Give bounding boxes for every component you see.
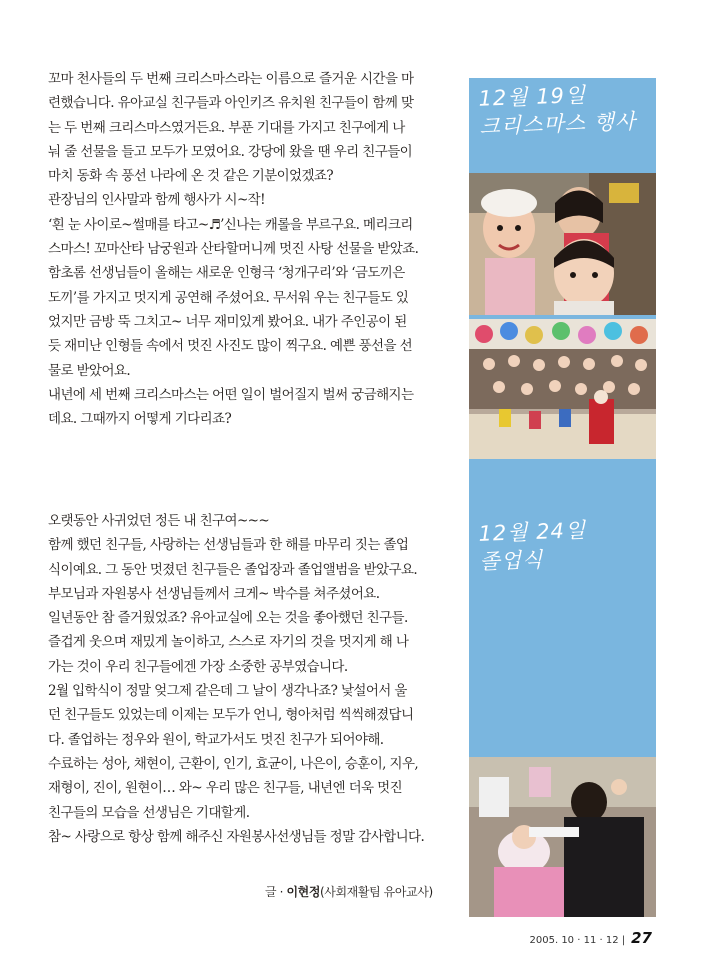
article-line: 참~ 사랑으로 항상 함께 해주신 자원봉사선생님들 정말 감사합니다. [48,828,425,845]
article-line: 부모님과 자원봉사 선생님들께서 크게~ 박수를 쳐주셨어요. [48,585,380,602]
photo-graduation [469,757,656,917]
event-date-graduation: 12월 24일 [478,518,587,546]
article-line: 오랫동안 사귀었던 정든 내 친구여~~~ [48,513,270,529]
article-line: 듯 재미난 인형들 속에서 멋진 사진도 많이 찍구요. 예쁜 풍선을 선 [48,338,413,355]
page-footer [530,929,652,947]
event-date-christmas: 12월 19일 [478,82,587,111]
issue-date: 2005. 10 · 11 · 12 | [529,935,626,946]
article-line: 련했습니다. 유아교실 친구들과 아인키즈 유치원 친구들이 함께 맞 [48,95,414,112]
article-line: 던 친구들도 있었는데 이제는 모두가 언니, 형아처럼 씩씩해졌답니 [48,707,414,724]
article-line: 는 두 번째 크리스마스였거든요. 부푼 기대를 가지고 친구에게 나 [48,119,405,136]
article-section-graduation [48,509,448,849]
article-line: 마치 동화 속 풍선 나라에 온 것 같은 기분이었겠죠? [48,168,333,185]
page-number: 27 [631,929,652,947]
photo-christmas-group [469,319,656,459]
article-line: 데요. 그때까지 어떻게 기다리죠? [48,411,232,428]
credit-line [265,883,433,900]
article-line: 일년동안 참 즐거웠었죠? 유아교실에 오는 것을 좋아했던 친구들. [48,610,408,627]
article-line: 내년에 세 번째 크리스마스는 어떤 일이 벌어질지 벌써 궁금해지는 [48,386,414,403]
article-line: 눠 줄 선물을 들고 모두가 모였어요. 강당에 왔을 땐 우리 친구들이 [48,143,413,160]
article-line: 관장님의 인사말과 함께 행사가 시~작! [48,192,265,209]
event-title-christmas [478,79,637,140]
credit-author: 이현정 [286,885,321,899]
article-section-christmas [48,67,448,431]
article-line: 꼬마 천사들의 두 번째 크리스마스라는 이름으로 즐거운 시간을 마 [48,71,414,87]
article-line: 친구들의 모습을 선생님은 기대할게. [48,804,250,821]
article-line: 식이예요. 그 동안 멋졌던 친구들은 졸업장과 졸업앨범을 받았구요. [48,561,418,578]
credit-affiliation: (사회재활팀 유아교사) [320,885,433,899]
article-line: 스마스! 꼬마산타 남궁원과 산타할머니께 멋진 사탕 선물을 받았죠. [48,241,419,258]
credit-prefix: 글 · [265,885,287,899]
article-line: 수료하는 성아, 채현이, 근환이, 인기, 효균이, 나은이, 승훈이, 지우, [48,755,419,772]
photo-puppet-child [469,173,656,315]
event-name-christmas: 크리스마스 행사 [479,109,637,139]
article-line: 물로 받았어요. [48,362,131,379]
article-line: 함초롬 선생님들이 올해는 새로운 인형극 ‘청개구리’와 ‘금도끼은 [48,265,405,282]
article-line: 재형이, 진이, 원현이… 와~ 우리 많은 친구들, 내년엔 더욱 멋진 [48,780,403,797]
article-line: 었지만 금방 뚝 그치고~ 너무 재미있게 봤어요. 내가 주인공이 된 [48,313,407,330]
photo-sidebar [469,78,656,838]
article-line: 가는 것이 우리 친구들에겐 가장 소중한 공부였습니다. [48,658,348,675]
article-line: 즐겁게 웃으며 재밌게 놀이하고, 스스로 자기의 것을 멋지게 해 나 [48,634,409,651]
event-name-graduation: 졸업식 [479,547,544,574]
article-line: 2월 입학식이 정말 엊그제 같은데 그 날이 생각나죠? 낯설어서 울 [48,683,407,700]
article-line: 다. 졸업하는 정우와 원이, 학교가서도 멋진 친구가 되어야해. [48,731,384,748]
event-title-graduation [478,516,588,576]
article-line: 함께 했던 친구들, 사랑하는 선생님들과 한 해를 마무리 짓는 졸업 [48,537,409,554]
article-line: 도끼’를 가지고 멋지게 공연해 주셨어요. 무서워 우는 친구들도 있 [48,289,409,306]
article-line: ‘흰 눈 사이로~썰매를 타고~♬’신나는 캐롤을 부르구요. 메리크리 [48,216,413,233]
